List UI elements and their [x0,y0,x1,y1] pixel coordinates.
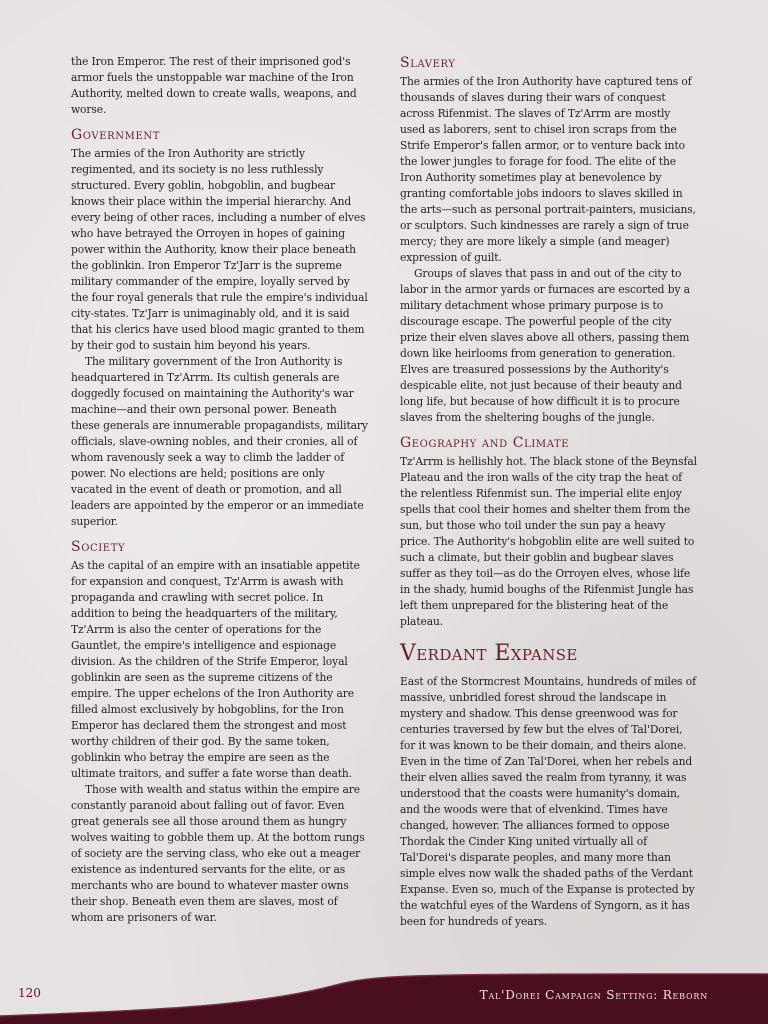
society-paragraph-2: Those with wealth and status within the empire are constantly paranoid about falling out of favor. Even great generals see all those around them as hungry wolves waiting to gobble them up. At the bottom rungs of society are the serving class, who eke out a meager existence as indentured servants for the elite, or as merchants who are bound to whatever master owns their shop. Beneath even them are slaves, most of whom are prisoners of war. [71,783,365,924]
verdant-expanse-heading: Verdant Expanse [400,641,578,666]
slavery-paragraph-2: Groups of slaves that pass in and out of the city to labor in the armor yards or furnaces are escorted by a military detachment whose primary purpose is to discourage escape. The powerful people of the city prize their elven slaves above all others, passing them down like heirlooms from generation to generation. Elves are treasured possessions by the Authority's despicable elite, not just because of their beauty and long life, but because of how difficult it is to procure slaves from the sheltering boughs of the jungle. [400,267,690,424]
intro-paragraph: the Iron Emperor. The rest of their imprisoned god's armor fuels the unstoppable war machine of the Iron Authority, melted down to create walls, weapons, and worse. [71,55,357,116]
slavery-paragraph-1: The armies of the Iron Authority have captured tens of thousands of slaves during their wars of conquest across Rifenmist. The slaves of Tz'Arrm are mostly used as laborers, sent to chisel iron scraps from the Strife Emperor's fallen armor, or to venture back into the lower jungles to forage for food. The elite of the Iron Authority sometimes play at benevolence by granting comfortable jobs indoors to slaves skilled in the arts—such as personal portrait-painters, musicians, or sculptors. Such kindnesses are rarely a sign of true mercy; they are more likely a simple (and meager) expression of guilt. [400,75,696,264]
slavery-heading: Slavery [400,55,456,71]
government-paragraph-2: The military government of the Iron Authority is headquartered in Tz'Arrm. Its cultish generals are doggedly focused on maintaining the Authority's war machine—and their own personal power. Beneath these generals are innumerable propagandists, military officials, slave-owning nobles, and their cronies, all of whom ravenously seek a way to climb the ladder of power. No elections are held; positions are only vacated in the event of death or promotion, and all leaders are appointed by the emperor or an immediate superior. [71,355,368,528]
left-column [71,54,368,926]
society-paragraph-1: As the capital of an empire with an insatiable appetite for expansion and conquest, Tz'Arrm is awash with propaganda and crawling with secret police. In addition to being the headquarters of the military, Tz'Arrm is also the center of operations for the Gauntlet, the empire's intelligence and espionage division. As the children of the Strife Emperor, loyal goblinkin are seen as the supreme citizens of the empire. The upper echelons of the Iron Authority are filled almost exclusively by hobgoblins, for the Iron Emperor has declared them the strongest and most worthy children of their god. By the same token, goblinkin who betray the empire are seen as the ultimate traitors, and suffer a fate worse than death. [71,559,360,780]
government-paragraph-1: The armies of the Iron Authority are strictly regimented, and its society is no less ruthlessly structured. Every goblin, hobgoblin, and bugbear knows their place within the imperial hierarchy. And every being of other races, including a number of elves who have betrayed the Orroyen in hopes of gaining power within the Authority, know their place beneath the goblinkin. Iron Emperor Tz'Jarr is the supreme military commander of the empire, loyally served by the four royal generals that rule the empire's individual city-states. Tz'Jarr is unimaginably old, and it is said that his clerics have used blood magic granted to them by their god to sustain him beyond his years. [71,147,368,352]
society-heading: Society [71,539,126,555]
right-column [400,54,698,930]
government-heading: Government [71,127,160,143]
footer-book-title: Tal'Dorei Campaign Setting: Reborn [479,988,708,1002]
geography-paragraph-1: Tz'Arrm is hellishly hot. The black stone of the Beynsfal Plateau and the iron walls of the city trap the heat of the relentless Rifenmist sun. The imperial elite enjoy spells that cool their homes and shelter them from the sun, but those who toil under the sun pay a heavy price. The Authority's hobgoblin elite are well suited to such a climate, but their goblin and bugbear slaves suffer as they toil—as do the Orroyen elves, whose life in the shady, humid boughs of the Rifenmist Jungle has left them unprepared for the blistering heat of the plateau. [400,455,697,628]
verdant-expanse-paragraph-1: East of the Stormcrest Mountains, hundreds of miles of massive, unbridled forest shroud the landscape in mystery and shadow. This dense greenwood was for centuries traversed by few but the elves of Tal'Dorei, for it was known to be their domain, and theirs alone. Even in the time of Zan Tal'Dorei, when her rebels and their elven allies saved the realm from tyranny, it was understood that the coasts were humanity's domain, and the woods were that of elvenkind. Times have changed, however. The alliances formed to oppose Thordak the Cinder King united virtually all of Tal'Dorei's disparate peoples, and many more than simple elves now walk the shaded paths of the Verdant Expanse. Even so, much of the Expanse is protected by the watchful eyes of the Wardens of Syngorn, as it has been for hundreds of years. [400,675,696,928]
page-number: 120 [18,986,41,1000]
geography-heading: Geography and Climate [400,435,570,451]
